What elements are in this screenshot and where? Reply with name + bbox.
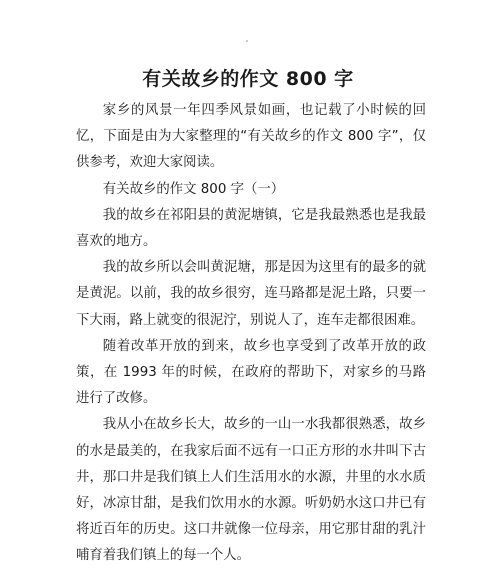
paragraph-intro: 家乡的风景一年四季风景如画，也记载了小时候的回忆，下面是由为大家整理的“有关故乡的作文 800 字”，仅供参考，欢迎大家阅读。 xyxy=(76,103,426,171)
paragraph: 随着改革开放的到来，故乡也享受到了改革开放的政策，在 1993 年的时候，在政府的帮助下，对家乡的马路进行了改修。 xyxy=(76,338,426,407)
article-title: 有关故乡的作文 800 字 xyxy=(142,68,354,90)
article-body xyxy=(76,98,426,570)
paragraph: 我从小在故乡长大，故乡的一山一水我都很熟悉，故乡的水是最美的，在我家后面不远有一口正方形的水井叫下古井，那口井是我们镇上人们生活用水的水源，井里的水水质好，冰凉甘甜，是我们饮用水的水源。听奶奶水这口井已有将近百年的历史。这口井就像一位母亲，用它那甘甜的乳汁哺育着我们镇上的每一个人。 xyxy=(76,417,426,564)
paragraph: 我的故乡在祁阳县的黄泥塘镇，它是我最熟悉也是我最喜欢的地方。 xyxy=(76,207,426,250)
paragraph: 我的故乡所以会叫黄泥塘，那是因为这里有的最多的就是黄泥。以前，我的故乡很穷，连马路都是泥土路，只要一下大雨，路上就变的很泥泞，别说人了，连车走都很困难。 xyxy=(76,260,426,328)
page-mark xyxy=(246,40,248,42)
section-heading: 有关故乡的作文 800 字（一） xyxy=(102,181,285,197)
